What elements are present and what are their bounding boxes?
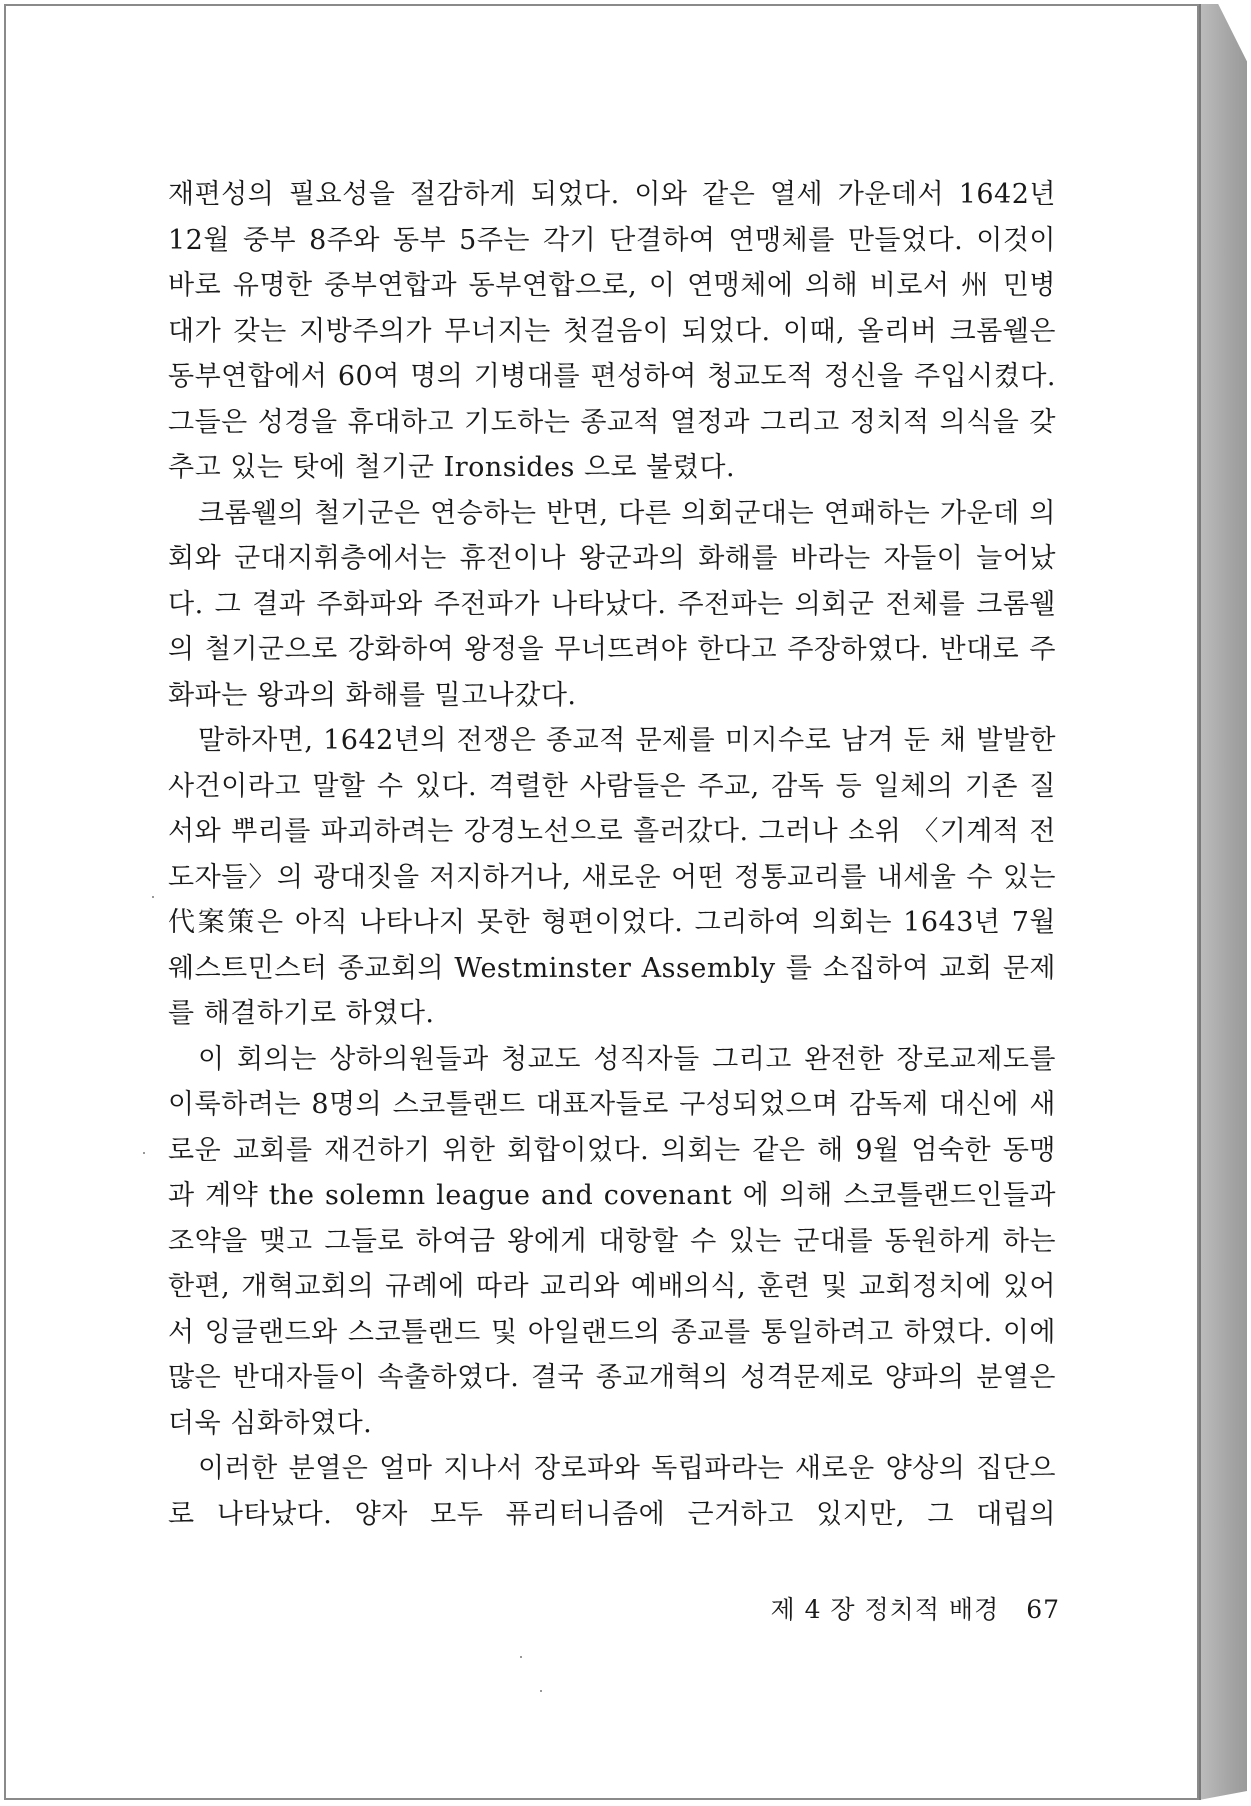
scan-speck [152, 896, 154, 898]
paragraph-4: 이 회의는 상하의원들과 청교도 성직자들 그리고 완전한 장로교제도를 이룩하려는 8명의 스코틀랜드 대표자들로 구성되었으며 감독제 대신에 새로운 교회를 재건하기 위한 회합이었다. 의회는 같은 해 9월 엄숙한 동맹과 계약 the solemn league and covenant 에 의해 스코틀랜드인들과 조약을 맺고 그들로 하여금 왕에게 대항할 수 있는 군대를 동원하게 하는 한편, 개혁교회의 규례에 따라 교리와 예배의식, 훈련 및 교회정치에 있어서 잉글랜드와 스코틀랜드 및 아일랜드의 종교를 통일하려고 하였다. 이에 많은 반대자들이 속출하였다. 결국 종교개혁의 성격문제로 양파의 분열은 더욱 심화하였다. [168, 1043, 1056, 1439]
paragraph-3: 말하자면, 1642년의 전쟁은 종교적 문제를 미지수로 남겨 둔 채 발발한 사건이라고 말할 수 있다. 격렬한 사람들은 주교, 감독 등 일체의 기존 질서와 뿌리를 파괴하려는 강경노선으로 흘러갔다. 그러나 소위 〈기계적 전도자들〉의 광대짓을 저지하거나, 새로운 어떤 정통교리를 내세울 수 있는 代案策은 아직 나타나지 못한 형편이었다. 그리하여 의회는 1643년 7월 웨스트민스터 종교회의 Westminster Assembly 를 소집하여 교회 문제를 해결하기로 하였다. [168, 725, 1056, 1029]
scan-speck [540, 1690, 542, 1692]
paragraph-5: 이러한 분열은 얼마 지나서 장로파와 독립파라는 새로운 양상의 집단으로 나타났다. 양자 모두 퓨리터니즘에 근거하고 있지만, 그 대립의 [168, 1453, 1056, 1530]
scan-speck [143, 1152, 145, 1154]
body-text [168, 172, 1056, 1537]
scan-speck [520, 1656, 522, 1658]
page-edge-line [1199, 4, 1201, 1800]
paragraph-2: 크롬웰의 철기군은 연승하는 반면, 다른 의회군대는 연패하는 가운데 의회와 군대지휘층에서는 휴전이나 왕군과의 화해를 바라는 자들이 늘어났다. 그 결과 주화파와 주전파가 나타났다. 주전파는 의회군 전체를 크롬웰의 철기군으로 강화하여 왕정을 무너뜨려야 한다고 주장하였다. 반대로 주화파는 왕과의 화해를 밀고나갔다. [168, 497, 1056, 711]
footer-page-number: 67 [1026, 1595, 1060, 1624]
paragraph-1: 재편성의 필요성을 절감하게 되었다. 이와 같은 열세 가운데서 1642년 12월 중부 8주와 동부 5주는 각기 단결하여 연맹체를 만들었다. 이것이 바로 유명한 중부연합과 동부연합으로, 이 연맹체에 의해 비로서 州 민병대가 갖는 지방주의가 무너지는 첫걸음이 되었다. 이때, 올리버 크롬웰은 동부연합에서 60여 명의 기병대를 편성하여 청교도적 정신을 주입시켰다. 그들은 성경을 휴대하고 기도하는 종교적 열정과 그리고 정치적 의식을 갖추고 있는 탓에 철기군 Ironsides 으로 불렸다. [168, 179, 1056, 483]
footer-chapter: 제 4 장 정치적 배경 [770, 1595, 1000, 1624]
running-footer [760, 1590, 1060, 1626]
page-stack-edge [1199, 4, 1247, 1800]
